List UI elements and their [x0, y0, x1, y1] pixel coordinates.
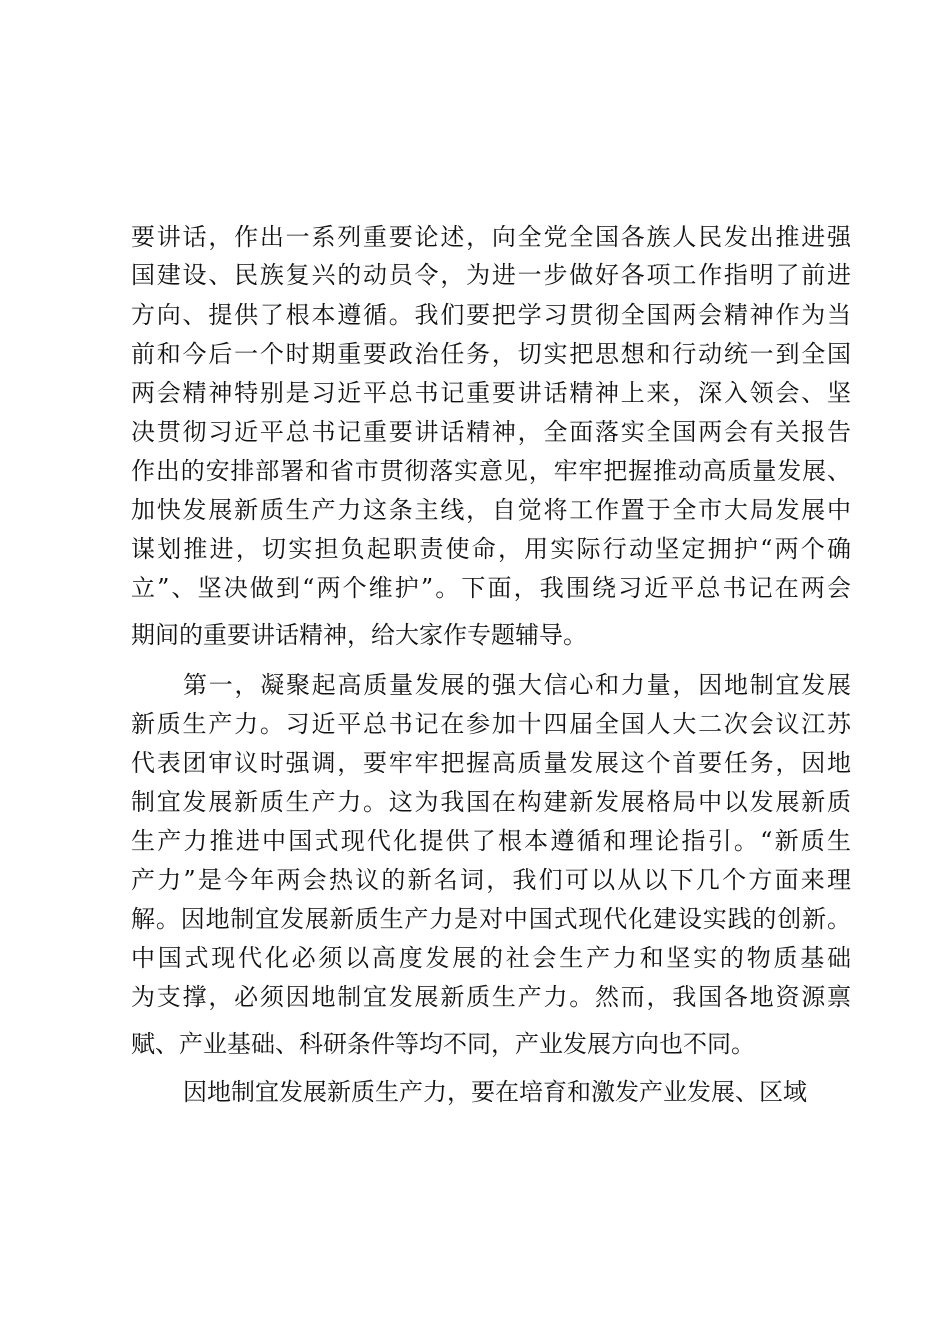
body-text-line: 国建设、民族复兴的动员令，为进一步做好各项工作指明了前进	[131, 261, 851, 289]
paragraph-end-line: 期间的重要讲话精神，给大家作专题辅导。	[131, 621, 587, 649]
body-text-line: 决贯彻习近平总书记重要讲话精神，全面落实全国两会有关报告	[131, 418, 851, 446]
body-text-line: 要讲话，作出一系列重要论述，向全党全国各族人民发出推进强	[131, 223, 851, 251]
body-text-line: 新质生产力。习近平总书记在参加十四届全国人大二次会议江苏	[131, 710, 851, 738]
body-text-line: 为支撑，必须因地制宜发展新质生产力。然而，我国各地资源禀	[131, 983, 851, 1011]
body-text-line: 立”、坚决做到“两个维护”。下面，我围绕习近平总书记在两会	[131, 574, 851, 602]
paragraph-first-line: 因地制宜发展新质生产力，要在培育和激发产业发展、区域	[183, 1078, 807, 1106]
body-text-line: 产力”是今年两会热议的新名词，我们可以从以下几个方面来理	[131, 866, 851, 894]
body-text-line: 谋划推进，切实担负起职责使命，用实际行动坚定拥护“两个确	[131, 535, 851, 563]
body-text-line: 两会精神特别是习近平总书记重要讲话精神上来，深入领会、坚	[131, 379, 851, 407]
body-text-line: 代表团审议时强调，要牢牢把握高质量发展这个首要任务，因地	[131, 749, 851, 777]
body-text-line: 作出的安排部署和省市贯彻落实意见，牢牢把握推动高质量发展、	[131, 457, 851, 485]
body-text-line: 前和今后一个时期重要政治任务，切实把思想和行动统一到全国	[131, 340, 851, 368]
body-text-line: 加快发展新质生产力这条主线，自觉将工作置于全市大局发展中	[131, 496, 851, 524]
paragraph-first-line: 第一，凝聚起高质量发展的强大信心和力量，因地制宜发展	[183, 671, 851, 699]
body-text-line: 生产力推进中国式现代化提供了根本遵循和理论指引。“新质生	[131, 827, 851, 855]
body-text-line: 制宜发展新质生产力。这为我国在构建新发展格局中以发展新质	[131, 788, 851, 816]
paragraph-end-line: 赋、产业基础、科研条件等均不同，产业发展方向也不同。	[131, 1030, 755, 1058]
body-text-line: 中国式现代化必须以高度发展的社会生产力和坚实的物质基础	[131, 944, 851, 972]
body-text-line: 方向、提供了根本遵循。我们要把学习贯彻全国两会精神作为当	[131, 301, 851, 329]
body-text-line: 解。因地制宜发展新质生产力是对中国式现代化建设实践的创新。	[131, 905, 851, 933]
